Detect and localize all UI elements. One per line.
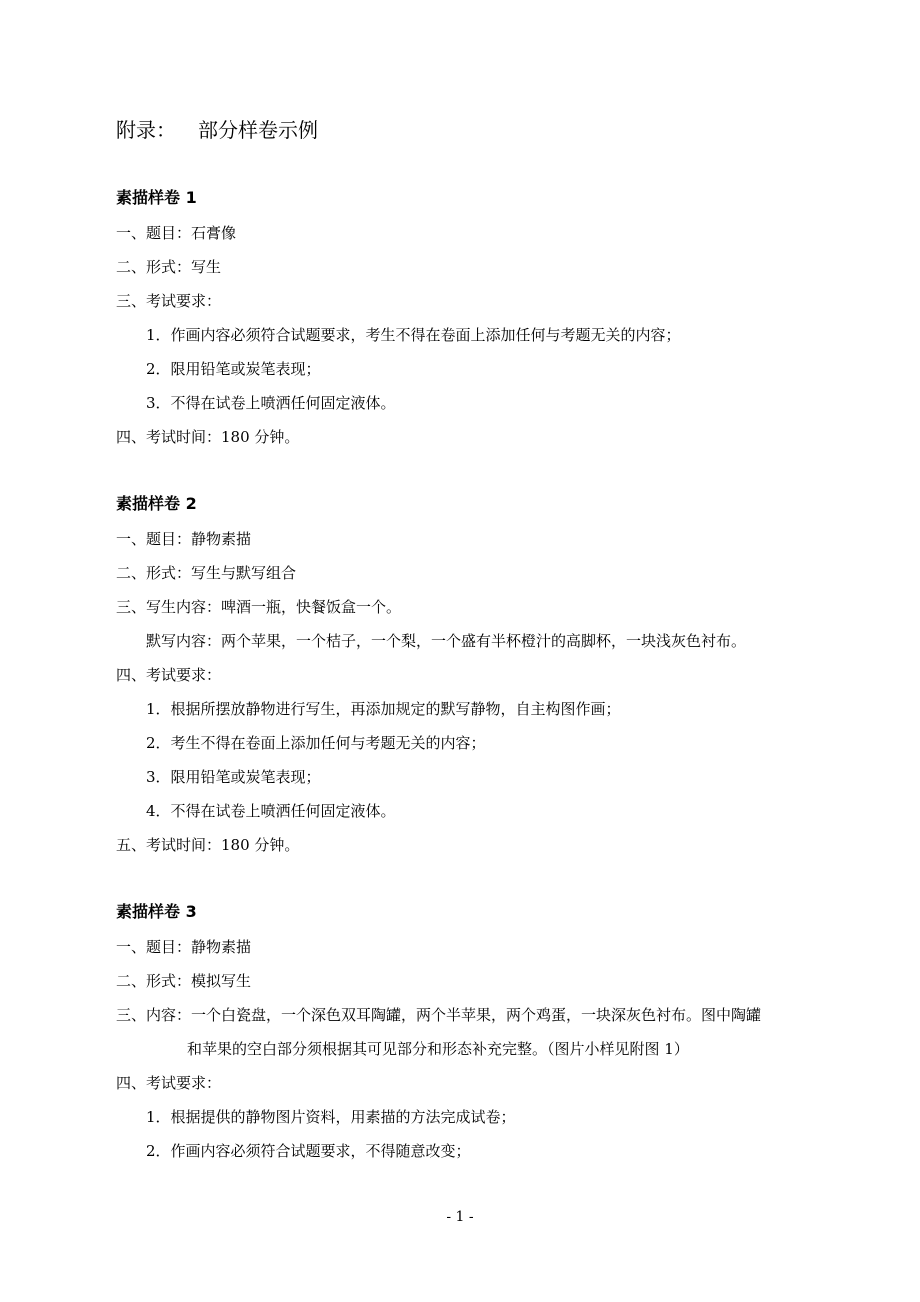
section-2-line: 1．根据所摆放静物进行写生，再添加规定的默写静物，自主构图作画； (146, 700, 621, 718)
section-2-line: 五、考试时间：180 分钟。 (116, 836, 300, 854)
section-1-line: 一、题目：石膏像 (116, 224, 237, 242)
appendix-title-prefix: 附录： (116, 118, 176, 142)
section-2-line: 2．考生不得在卷面上添加任何与考题无关的内容； (146, 734, 486, 752)
section-3-line: 一、题目：静物素描 (116, 938, 252, 956)
section-3-line: 和苹果的空白部分须根据其可见部分和形态补充完整。（图片小样见附图 1） (187, 1040, 689, 1058)
section-2-heading: 素描样卷 2 (116, 494, 197, 513)
section-2-line: 四、考试要求： (116, 666, 222, 684)
appendix-title (116, 116, 318, 144)
section-2-line: 默写内容：两个苹果，一个桔子，一个梨，一个盛有半杯橙汁的高脚杯，一块浅灰色衬布。 (146, 632, 747, 650)
section-2-line: 3．限用铅笔或炭笔表现； (146, 768, 321, 786)
section-3-line: 2．作画内容必须符合试题要求，不得随意改变； (146, 1142, 471, 1160)
section-3-line: 四、考试要求： (116, 1074, 222, 1092)
section-1-line: 2．限用铅笔或炭笔表现； (146, 360, 321, 378)
section-2-line: 4．不得在试卷上喷洒任何固定液体。 (146, 802, 396, 820)
section-3-line: 三、内容：一个白瓷盘，一个深色双耳陶罐，两个半苹果，两个鸡蛋，一块深灰色衬布。图中陶罐 (116, 1006, 762, 1024)
page-number: - 1 - (446, 1209, 474, 1225)
appendix-title-text: 部分样卷示例 (198, 118, 318, 142)
section-2-line: 二、形式：写生与默写组合 (116, 564, 297, 582)
section-1-line: 四、考试时间：180 分钟。 (116, 428, 300, 446)
section-2-line: 一、题目：静物素描 (116, 530, 252, 548)
section-3-line: 1．根据提供的静物图片资料，用素描的方法完成试卷； (146, 1108, 516, 1126)
section-2-line: 三、写生内容：啤酒一瓶，快餐饭盒一个。 (116, 598, 402, 616)
section-1-line: 3．不得在试卷上喷洒任何固定液体。 (146, 394, 396, 412)
section-1-line: 二、形式：写生 (116, 258, 222, 276)
section-3-line: 二、形式：模拟写生 (116, 972, 252, 990)
section-1-heading: 素描样卷 1 (116, 188, 197, 207)
section-1-line: 三、考试要求： (116, 292, 222, 310)
section-3-heading: 素描样卷 3 (116, 902, 197, 921)
section-1-line: 1．作画内容必须符合试题要求，考生不得在卷面上添加任何与考题无关的内容； (146, 326, 681, 344)
